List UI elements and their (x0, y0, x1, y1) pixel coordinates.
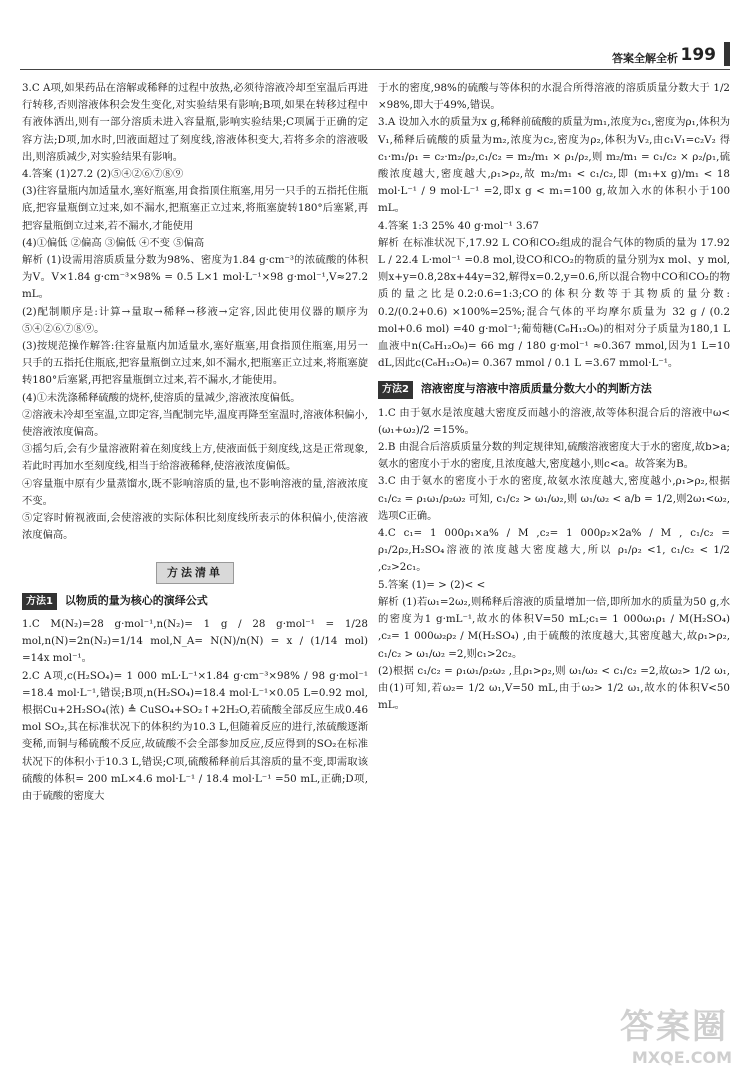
header-bar (724, 42, 730, 66)
method-1-heading (22, 592, 368, 610)
answer-4: 4.答案 (1)27.2 (2)⑤④②⑥⑦⑧⑨ (22, 168, 184, 181)
header-title: 答案全解全析 (612, 52, 678, 65)
analysis-4-4-2: ②溶液未冷却至室温,立即定容,当配制完毕,温度再降至室温时,溶液体积偏小,使溶液浓度偏高。 (22, 408, 368, 439)
answer-2-cont: 于水的密度,98%的硫酸与等体积的水混合所得溶液的溶质质量分数大于 1/2 ×98%,即大于49%,错误。 (378, 82, 730, 112)
page-number: 199 (680, 45, 716, 65)
method-2-answer-4: 4.C c₁= 1 000ρ₁×a% / M ,c₂= 1 000ρ₂×2a% / M , c₁/c₂ = ρ₁/2ρ₂,H₂SO₄溶液的浓度越大密度越大,所以 ρ₁/ρ₂ <1, c₁/c₂ < 1/2 ,c₂>2c₁。 (378, 527, 730, 574)
analysis-4-1: 解析 (1)设需用溶质质量分数为98%、密度为1.84 g·cm⁻³的浓硫酸的体积为V。V×1.84 g·cm⁻³×98% = 0.5 L×1 mol·L⁻¹×98 g·mol⁻¹,V≈27.2 mL。 (22, 254, 368, 301)
analysis-4-4-1: (4)①未洗涤稀释硫酸的烧杯,使溶质的量减少,溶液浓度偏低。 (22, 391, 301, 404)
analysis-4-4-3: ③摇匀后,会有少量溶液附着在刻度线上方,使液面低于刻度线,这是正常现象,若此时再加水至刻度线,相当于给溶液稀释,使溶液浓度偏低。 (22, 443, 368, 473)
method-2-answer-2: 2.B 由混合后溶质质量分数的判定规律知,硫酸溶液密度大于水的密度,故b>a;氨水的密度小于水的密度,且浓度越大,密度越小,则c<a。故答案为B。 (378, 441, 730, 471)
answer-4-part3: (3)往容量瓶内加适量水,塞好瓶塞,用食指顶住瓶塞,用另一只手的五指托住瓶底,把容量瓶倒立过来,如不漏水,把瓶塞正立过来,将瓶塞旋转180°后塞紧,再把容量瓶倒立过来,若不漏水,才能使用 (22, 185, 368, 232)
method-2-tag: 方法2 (378, 381, 413, 398)
analysis-4-4-4: ④容量瓶中原有少量蒸馏水,既不影响溶质的量,也不影响溶液的量,溶液浓度不变。 (22, 477, 368, 507)
method-1-answer-4: 4.答案 1:3 25% 40 g·mol⁻¹ 3.67 (378, 219, 539, 232)
page-header (20, 42, 730, 72)
method-2-analysis-5-1: 解析 (1)若ω₁=2ω₂,则稀释后溶液的质量增加一倍,即所加水的质量为50 g,水的密度为1 g·mL⁻¹,故水的体积V=50 mL;c₁= 1 000ω₁ρ₁ / M(H₂SO₄) ,c₂= 1 000ω₂ρ₂ / M(H₂SO₄) ,由于硫酸的浓度越大,其密度越大,故ρ₁>ρ₂, c₁/c₂ > ω₁/ω₂ =2,则c₁>2c₂。 (378, 595, 730, 660)
answer-3: 3.C A项,如果药品在溶解或稀释的过程中放热,必须待溶液冷却至室温后再进行转移,否则溶液体积会发生变化,对实验结果有影响;B项,如果在转移过程中有液体洒出,则有一部分溶质未进入容量瓶,影响实验结果;C项属于正确的定容方法;D项,加水时,凹液面超过了刻度线,溶液体积变大,若将多余的溶液吸出,则溶质减少,对实验结果有影响。 (22, 82, 368, 163)
method-2-title: 溶液密度与溶液中溶质质量分数大小的判断方法 (420, 382, 652, 396)
analysis-4-3: (3)按规范操作解答:往容量瓶内加适量水,塞好瓶塞,用食指顶住瓶塞,用另一只手的五指托住瓶底,把容量瓶倒立过来,如不漏水,把瓶塞正立过来,将瓶塞旋转180°后塞紧,再把容量瓶倒立过来,若不漏水,才能使用。 (22, 340, 368, 387)
analysis-4-4-5: ⑤定容时俯视液面,会使溶液的实际体积比刻度线所表示的体积偏小,使溶液浓度偏高。 (22, 512, 368, 542)
analysis-4-2: (2)配制顺序是:计算→量取→稀释→移液→定容,因此使用仪器的顺序为⑤④②⑥⑦⑧⑨。 (22, 305, 368, 335)
left-column (22, 80, 368, 805)
watermark-text-bottom: MXQE.COM (631, 1048, 732, 1067)
method-1-title: 以物质的量为核心的演绎公式 (64, 593, 208, 607)
method-2-analysis-5-2: (2)根据 c₁/c₂ = ρ₁ω₁/ρ₂ω₂ ,且ρ₁>ρ₂,则 ω₁/ω₂ < c₁/c₂ =2,故ω₂> 1/2 ω₁,由(1)可知,若ω₂= 1/2 ω₁,V=50 mL,由于ω₂> 1/2 ω₁,故水的体积V<50 mL。 (378, 664, 730, 712)
watermark-text-top: 答案圈 (620, 1007, 728, 1047)
method-2-heading (378, 380, 730, 398)
method-1-answer-3: 3.A 设加入水的质量为x g,稀释前硫酸的质量为m₁,浓度为c₁,密度为ρ₁,体积为V₁,稀释后硫酸的质量为m₂,浓度为c₂,密度为ρ₂,体积为V₂,由c₁V₁=c₂V₂ 得 c₁·m₁/ρ₁ = c₂·m₂/ρ₂,c₁/c₂ = m₂/m₁ × ρ₁/ρ₂,则 m₂/m₁ = c₁/c₂ × ρ₂/ρ₁,硫酸浓度越大,密度越大,ρ₁>ρ₂,故 m₂/m₁ < c₁/c₂,即 (m₁+x g)/m₁ < 18 mol·L⁻¹ / 9 mol·L⁻¹ =2,即x g < m₁=100 g,故加入水的体积小于100 mL。 (378, 116, 730, 215)
answer-4-part4: (4)①偏低 ②偏高 ③偏低 ④不变 ⑤偏高 (22, 236, 205, 249)
method-2-answer-3: 3.C 由于氨水的密度小于水的密度,故氨水浓度越大,密度越小,ρ₁>ρ₂,根据 c₁/c₂ = ρ₁ω₁/ρ₂ω₂ 可知, c₁/c₂ > ω₁/ω₂,则 ω₁/ω₂ < a/b = 1/2,则2ω₁<ω₂,选项C正确。 (378, 475, 730, 522)
watermark-logo (598, 999, 738, 1069)
method-2-answer-5: 5.答案 (1)= > (2)< < (378, 578, 486, 591)
section-title: 方法清单 (22, 562, 368, 583)
method-1-answer-1: 1.C M(N₂)=28 g·mol⁻¹,n(N₂)= 1 g / 28 g·mol⁻¹ = 1/28 mol,n(N)=2n(N₂)=1/14 mol,N_A= N(N)/n(N) = x / (1/14 mol) =14x mol⁻¹。 (22, 617, 368, 665)
method-1-tag: 方法1 (22, 593, 57, 610)
method-2-answer-1: 1.C 由于氨水是浓度越大密度反而越小的溶液,故等体积混合后的溶液中ω< (ω₁+ω₂)/2 =15%。 (378, 406, 730, 436)
right-column (378, 80, 730, 714)
method-1-answer-2: 2.C A项,c(H₂SO₄)= 1 000 mL·L⁻¹×1.84 g·cm⁻³×98% / 98 g·mol⁻¹ =18.4 mol·L⁻¹,错误;B项,n(H₂SO₄)=18.4 mol·L⁻¹×0.05 L=0.92 mol,根据Cu+2H₂SO₄(浓) ≜ CuSO₄+SO₂↑+2H₂O,若硫酸全部反应生成0.46 mol SO₂,其在标准状况下的体积约为10.3 L,但随着反应的进行,浓硫酸逐渐变稀,而铜与稀硫酸不反应,故硫酸不会全部参加反应,反应得到的SO₂在标准状况下的体积小于10.3 L,错误;C项,硫酸稀释前后其溶质的量不变,即需取该硫酸的体积= 200 mL×4.6 mol·L⁻¹ / 18.4 mol·L⁻¹ =50 mL,正确;D项,由于硫酸的密度大 (22, 669, 368, 802)
header-rule (20, 69, 730, 70)
method-1-analysis-4: 解析 在标准状况下,17.92 L CO和CO₂组成的混合气体的物质的量为 17.92 L / 22.4 L·mol⁻¹ =0.8 mol,设CO和CO₂的物质的量分别为x mol、y mol,则x+y=0.8,28x+44y=32,解得x=0.2,y=0.6,所以混合物中CO和CO₂的物质的量之比是0.2:0.6=1:3;CO的体积分数等于其物质的量分数: 0.2/(0.2+0.6) ×100%=25%;混合气体的平均摩尔质量为 32 g / (0.2 mol+0.6 mol) =40 g·mol⁻¹;葡萄糖(C₆H₁₂O₆)的相对分子质量为180,1 L血液中n(C₆H₁₂O₆)= 66 mg / 180 g·mol⁻¹ ≈0.367 mmol,因为1 L=10 dL,因此c(C₆H₁₂O₆)= 0.367 mmol / 0.1 L =3.67 mmol·L⁻¹。 (378, 236, 730, 370)
